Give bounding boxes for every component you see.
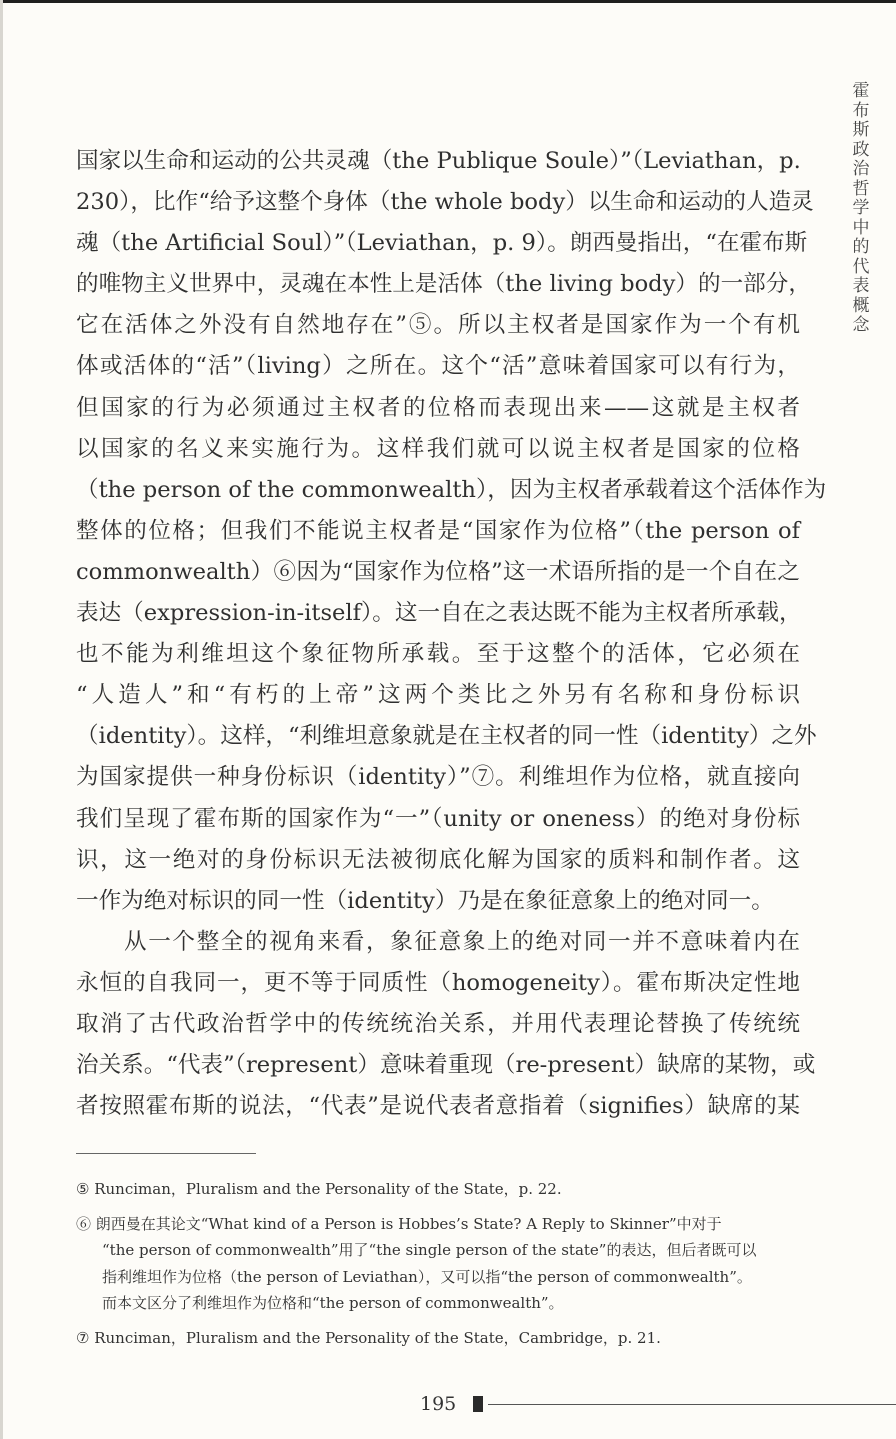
body-line: 者按照霍布斯的说法，“代表”是说代表者意指着（signifies）缺席的某 bbox=[76, 1093, 800, 1120]
page-number-block bbox=[473, 1396, 483, 1412]
body-line: 治关系。“代表”（represent）意味着重现（re-present）缺席的某物，或 bbox=[76, 1052, 816, 1079]
body-line: 它在活体之外没有自然地存在”⑤。所以主权者是国家作为一个有机 bbox=[76, 312, 800, 339]
footnote-line: ⑥ 朗西曼在其论文“What kind of a Person is Hobbes’s State? A Reply to Skinner”中对于 bbox=[76, 1214, 722, 1233]
footnote-line: ⑦ Runciman，Pluralism and the Personality of the State，Cambridge，p. 21. bbox=[76, 1328, 661, 1347]
body-line: 从一个整全的视角来看，象征意象上的绝对同一并不意味着内在 bbox=[124, 928, 800, 955]
body-line: 但国家的行为必须通过主权者的位格而表现出来——这就是主权者 bbox=[76, 394, 800, 421]
footnote-line: “the person of commonwealth”用了“the single person of the state”的表达，但后者既可以 bbox=[102, 1241, 757, 1259]
body-line: 的唯物主义世界中，灵魂在本性上是活体（the living body）的一部分， bbox=[76, 271, 811, 298]
body-line: 国家以生命和运动的公共灵魂（the Publique Soule）”（Leviathan，p. bbox=[76, 148, 801, 174]
body-line: 一作为绝对标识的同一性（identity）乃是在象征意象上的绝对同一。 bbox=[76, 887, 774, 914]
page-number: 195 bbox=[420, 1393, 457, 1415]
page-top-edge bbox=[0, 0, 896, 3]
page-left-edge bbox=[0, 0, 3, 1439]
body-line: 以国家的名义来实施行为。这样我们就可以说主权者是国家的位格 bbox=[76, 435, 800, 462]
body-line: （the person of the commonwealth），因为主权者承载着这个活体作为 bbox=[76, 476, 827, 503]
body-line: 230），比作“给予这整个身体（the whole body）以生命和运动的人造灵 bbox=[76, 189, 814, 216]
body-line: 取消了古代政治哲学中的传统统治关系，并用代表理论替换了传统统 bbox=[76, 1010, 800, 1037]
body-line: 表达（expression-in-itself）。这一自在之表达既不能为主权者所承载， bbox=[76, 600, 802, 627]
body-line: 我们呈现了霍布斯的国家作为“一”（unity or oneness）的绝对身份标 bbox=[76, 805, 800, 832]
body-line: 为国家提供一种身份标识（identity）”⑦。利维坦作为位格，就直接向 bbox=[76, 764, 800, 791]
page-number-rule bbox=[488, 1404, 896, 1405]
body-line: 识，这一绝对的身份标识无法被彻底化解为国家的质料和制作者。这 bbox=[76, 846, 800, 873]
footnote-divider bbox=[76, 1153, 256, 1154]
body-line: （identity）。这样，“利维坦意象就是在主权者的同一性（identity）之外 bbox=[76, 723, 817, 750]
body-line: 也不能为利维坦这个象征物所承载。至于这整个的活体，它必须在 bbox=[76, 641, 800, 668]
body-text bbox=[76, 141, 827, 1127]
running-head: 霍布斯政治哲学中的代表概念 bbox=[852, 81, 870, 335]
body-line: “人造人”和“有朽的上帝”这两个类比之外另有名称和身份标识 bbox=[76, 682, 800, 709]
footnotes bbox=[76, 1176, 806, 1351]
footnote-line: 而本文区分了利维坦作为位格和“the person of commonwealth”。 bbox=[102, 1294, 564, 1312]
body-line: 永恒的自我同一，更不等于同质性（homogeneity）。霍布斯决定性地 bbox=[76, 969, 800, 996]
body-line: 整体的位格；但我们不能说主权者是“国家作为位格”（the person of bbox=[76, 517, 800, 544]
body-line: 体或活体的“活”（living）之所在。这个“活”意味着国家可以有行为， bbox=[76, 353, 800, 380]
body-line: 魂（the Artificial Soul）”（Leviathan，p. 9）。朗西曼指出，“在霍布斯 bbox=[76, 230, 808, 257]
footnote-line: ⑤ Runciman，Pluralism and the Personality of the State，p. 22. bbox=[76, 1180, 562, 1198]
body-line: commonwealth）⑥因为“国家作为位格”这一术语所指的是一个自在之 bbox=[76, 558, 800, 585]
footnote-line: 指利维坦作为位格（the person of Leviathan），又可以指“the person of commonwealth”。 bbox=[102, 1267, 752, 1286]
